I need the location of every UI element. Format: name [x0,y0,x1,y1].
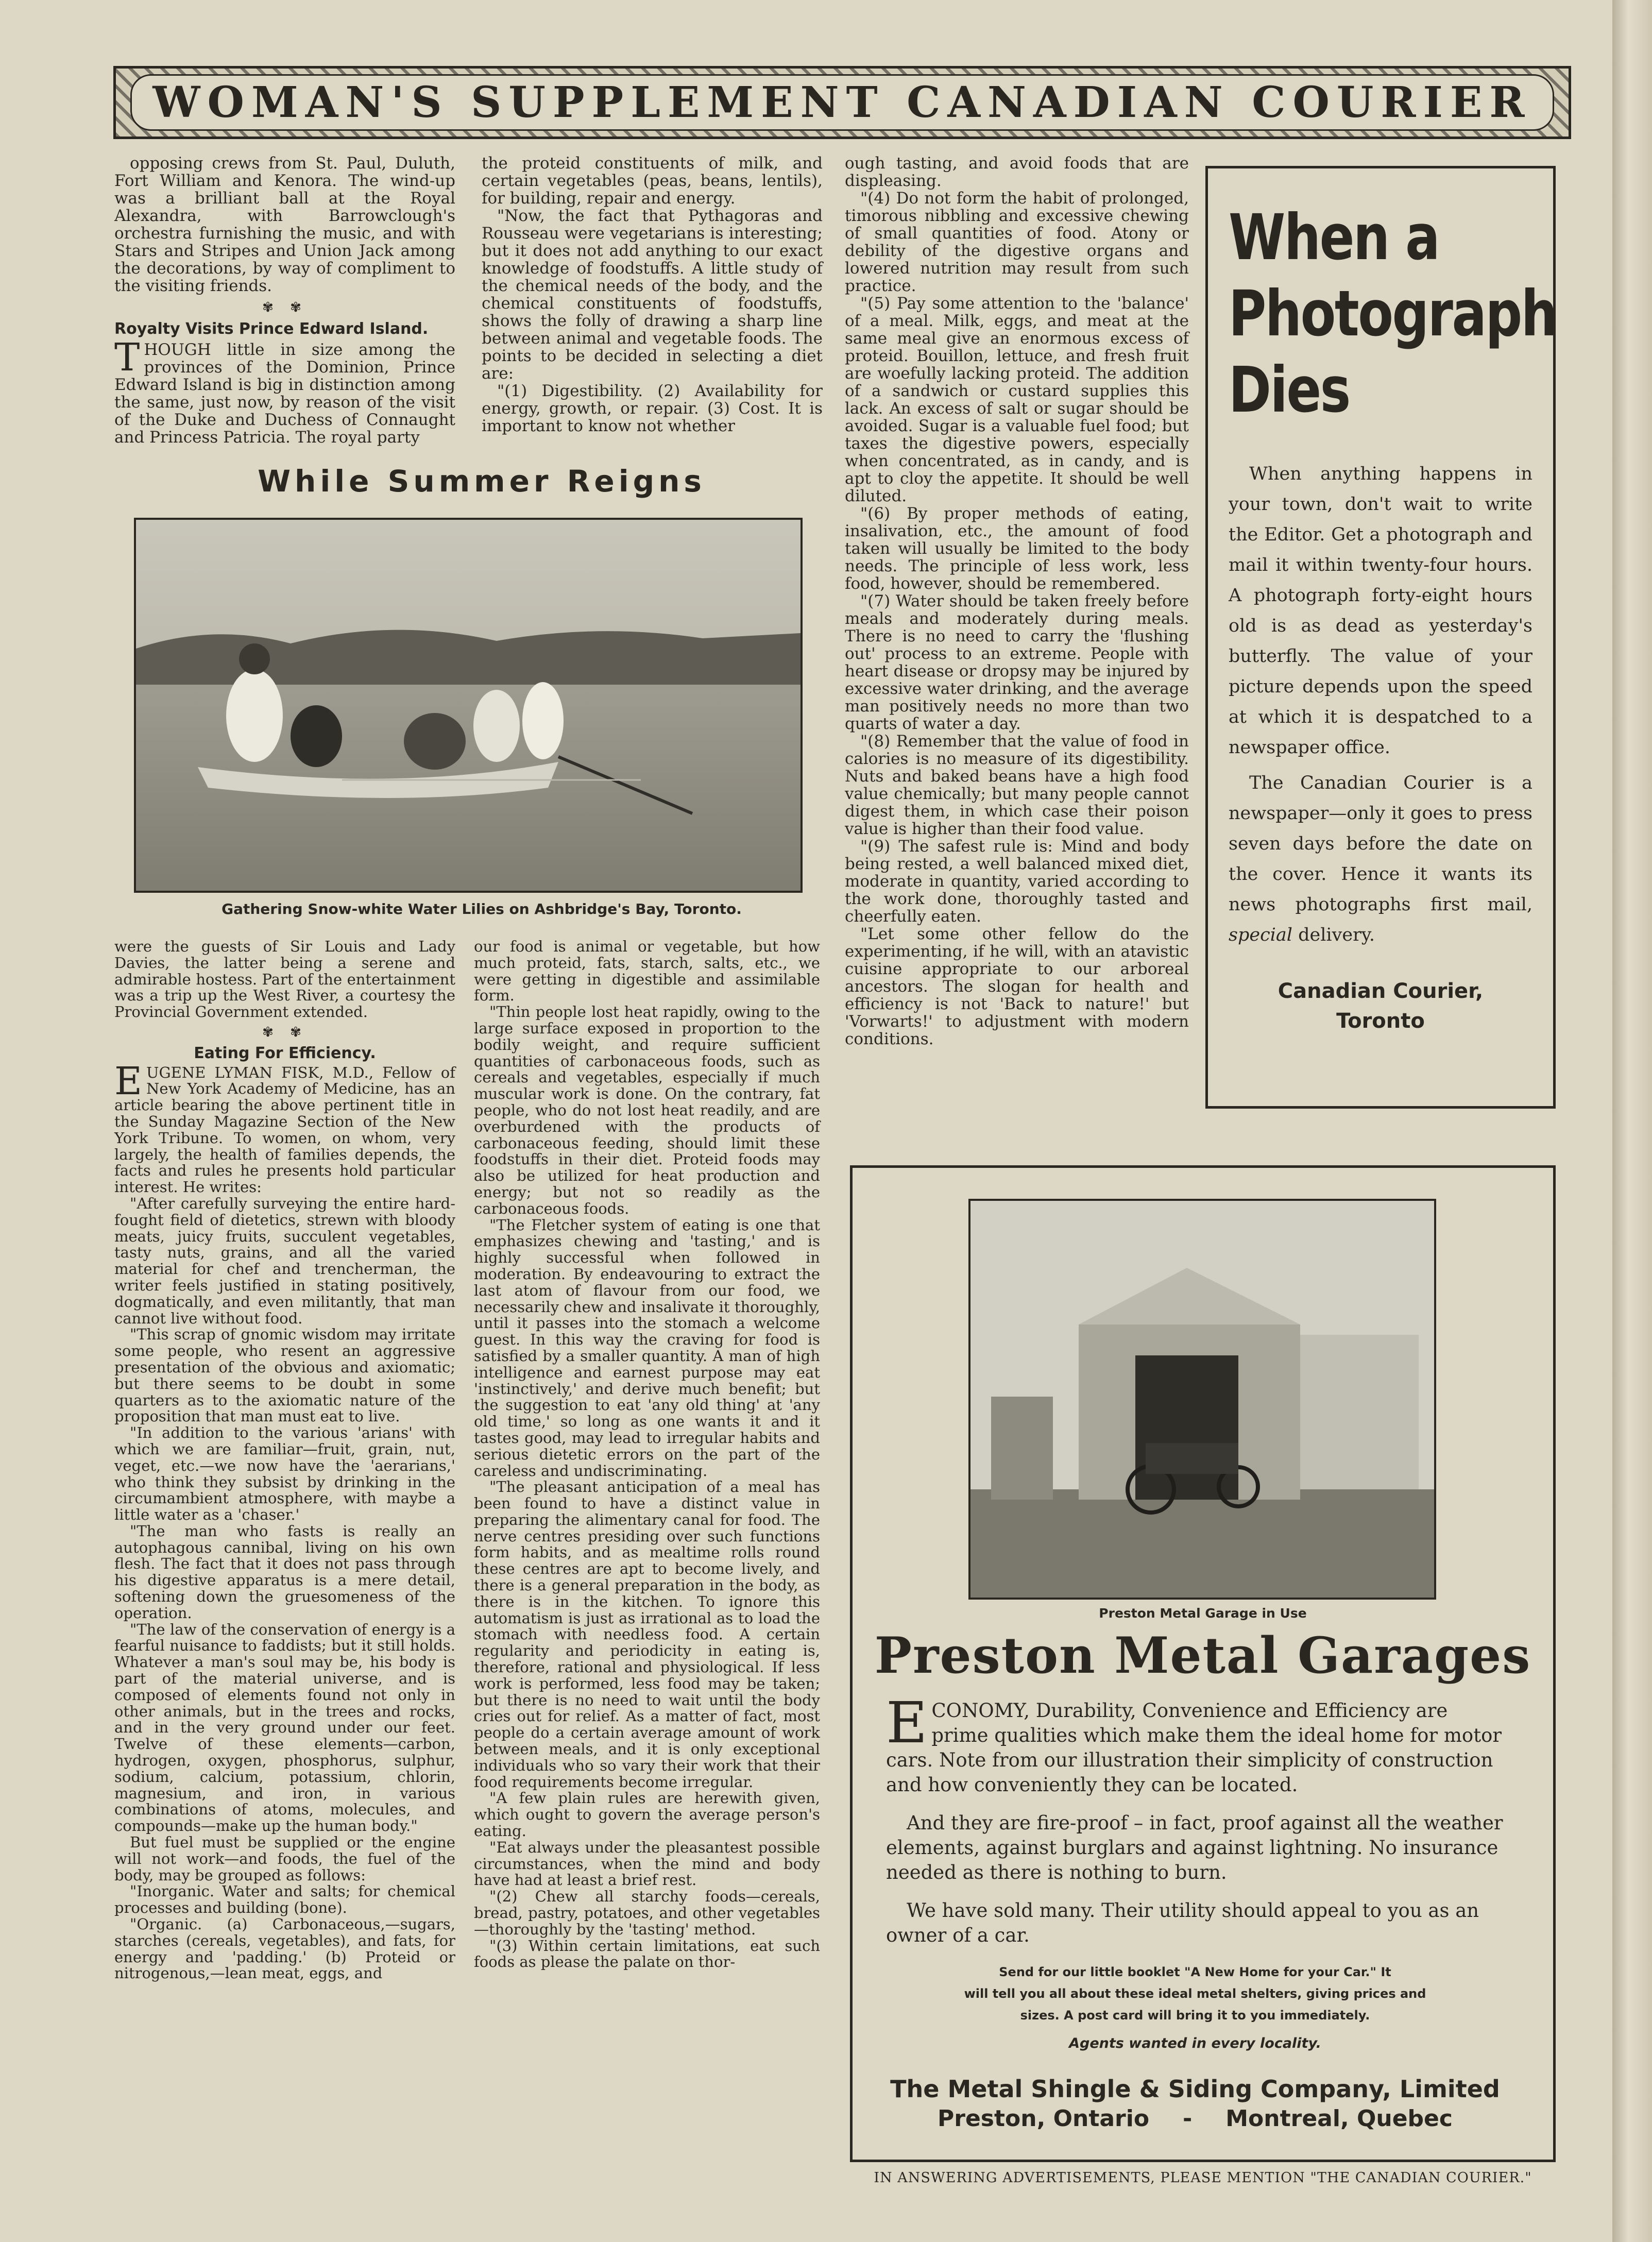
column-3 [845,155,1189,1048]
paragraph: "Eat always under the pleasantest possible circumstances, when the mind and body have had at least a brief rest. [474,1838,820,1889]
paragraph: ECONOMY, Durability, Convenience and Efficiency are prime qualities which make them the ideal home for motor cars. Note from our illustration their simplicity of construction and how conveniently they can be located. [886,1690,1502,1796]
paragraph: "A few plain rules are herewith given, which ought to govern the average person's eating. [474,1789,820,1840]
paragraph: "The pleasant anticipation of a meal has been found to have a distinct value in preparing the alimentary canal for food. The nerve centres presiding over such functions form habits, and as mealtime rolls round these centres are apt to become lively, and there is a general preparation in the body, as there is in the kitchen. To ignore this automatism is just as irrational as to load the stomach with needless food. A certain regularity and periodicity in eating is, therefore, rational and physiological. If less work is performed, less food may be taken; but there is no need to wait until the body cries out for relief. As a matter of fact, most people do a certain average amount of work between meals, and it is only exceptional individuals who so vary their work that their food requirements become irregular. [474,1478,820,1791]
lilies-photo [134,518,803,893]
column-2-bottom [474,939,820,1971]
paragraph: "In addition to the various 'arians' with which we are familiar—fruit, grain, nut, veget, etc.—we now have the 'aerarians,' who think they subsist by drinking in the circumambient atmosphere, with maybe a little water as a 'chaser.' [114,1424,455,1524]
company-name: The Metal Shingle & Siding Company, Limited [890,2075,1500,2103]
paragraph: "The Fletcher system of eating is one that emphasizes chewing and 'tasting,' and is highly successful when followed in moderation. By endeavouring to extract the last atom of flavour from our food, we necessarily chew and insalivate it thoroughly, until it passes into the stomach a welcome guest. In this way the craving for food is satisfied by a smaller quantity. A man of high intelligence and earnest purpose may eat 'instinctively,' and derive much benefit; but the suggestion to eat 'any old thing' at 'any old time,' so long as one wants it and it tastes good, may lead to irregular habits and serious dietetic errors on the part of the careless and undiscriminating. [474,1216,820,1480]
company-cities: Preston, Ontario - Montreal, Quebec [938,2105,1453,2132]
paragraph: "Now, the fact that Pythagoras and Rousseau were vegetarians is interesting; but it does not add anything to our exact knowledge of foodstuffs. A little study of the chemical needs of the body, and the chemical constituents of foodstuffs, shows the folly of drawing a sharp line between animal and vegetable foods. The points to be decided in selecting a diet are: [482,207,823,383]
paragraph: "Inorganic. Water and salts; for chemical processes and building (bone). [114,1882,455,1917]
paragraph: THOUGH little in size among the provinces of the Dominion, Prince Edward Island is big in distinction among the same, just now, by reason of the visit of the Duke and Duchess of Connaught and Princess Patricia. The royal party [114,335,455,447]
page-edge [1612,0,1652,2242]
photograph-ad-title: When a Photograph Dies [1229,201,1557,427]
drop-cap: E [114,1059,143,1103]
paragraph: But fuel must be supplied or the engine will not work—and foods, the fuel of the body, may be grouped as follows: [114,1833,455,1884]
paragraph: When anything happens in your town, don't wait to write the Editor. Get a photograph and mail it within twenty-four hours. A photograph forty-eight hours old is as dead as yesterday's butterfly. The value of your picture depends upon the speed at which it is despatched to a newspaper office. [1229,464,1532,758]
column-1-bottom [114,939,455,1982]
masthead-title: WOMAN'S SUPPLEMENT CANADIAN COURIER [130,74,1554,131]
heading-efficiency: Eating For Efficiency. [194,1044,376,1062]
column-2-top [482,155,823,435]
paragraph: our food is animal or vegetable, but how much proteid, fats, starch, salts, etc., we were getting in digestible and assimilable form. [474,938,820,1005]
agents-wanted: Agents wanted in every locality. [1069,2035,1321,2051]
drop-cap: T [114,335,140,380]
heading-royalty: Royalty Visits Prince Edward Island. [114,320,429,338]
garage-photo [968,1199,1436,1600]
paragraph: "(6) By proper methods of eating, insalivation, etc., the amount of food taken will usually be limited to the body needs. The principle of less work, less food, however, should be remembered. [845,504,1189,593]
paragraph: And they are fire-proof – in fact, proof against all the weather elements, against burglars and against lightning. No insurance needed as there is nothing to burn. [886,1812,1503,1883]
paragraph: "(2) Chew all starchy foods—cereals, bread, pastry, potatoes, and other vegetables—thoroughly by the 'tasting' method. [474,1888,820,1938]
paragraph: "The law of the conservation of energy is a fearful nuisance to faddists; but it still holds. Whatever a man's soul may be, his body is part of the material universe, and is composed of elements found not only in other animals, but in the trees and rocks, and in the very ground under our feet. Twelve of these elements—carbon, hydrogen, oxygen, phosphorus, sulphur, sodium, calcium, potassium, chlorin, magnesium, and iron, in various combinations of atoms, molecules, and compounds—make up the human body." [114,1620,455,1835]
paragraph: "(3) Within certain limitations, eat such foods as please the palate on thor- [474,1937,820,1971]
paragraph: ough tasting, and avoid foods that are displeasing. [845,154,1189,190]
paragraph: "After carefully surveying the entire hard-fought field of dietetics, strewn with bloody meats, juicy fruits, succulent vegetables, tasty nuts, grains, and all the varied material for chef and trencherman, the writer feels justified in stating positively, dogmatically, and even militantly, that man cannot live without food. [114,1194,455,1327]
photograph-ad [1205,166,1556,1109]
paragraph: "(4) Do not form the habit of prolonged, timorous nibbling and excessive chewing of small quantities of food. Atony or debility of the digestive organs and lowered nutrition may result from such practice. [845,189,1189,295]
paragraph: "Thin people lost heat rapidly, owing to the large surface exposed in proportion to the bodily weight, and require sufficient quantities of carbonaceous foods, such as cereals and vegetables, especially if much muscular work is done. On the contrary, fat people, who do not lost heat readily, and are overburdened with the products of carbonaceous feeding, should limit these foodstuffs in their diet. Proteid foods may also be utilized for heat production and energy; but not so readily as the carbonaceous foods. [474,1003,820,1217]
paragraph: "Let some other fellow do the experimenting, if he will, with an atavistic cuisine appropriate to our arboreal ancestors. The slogan for health and efficiency is not 'Back to nature!' but 'Vorwarts!' to adjustment with modern conditions. [845,925,1189,1048]
paragraph: "(1) Digestibility. (2) Availability for energy, growth, or repair. (3) Cost. It is important to know not whether [482,382,823,435]
paragraph: were the guests of Sir Louis and Lady Davies, the latter being a serene and admirable hostess. Part of the entertainment was a trip up the West River, a courtesy the Provincial Government extended. [114,938,455,1021]
paragraph: "Organic. (a) Carbonaceous,—sugars, starches (cereals, vegetables), and fats, for energy and 'padding.' (b) Proteid or nitrogenous,—lean meat, eggs, and [114,1915,455,1982]
booklet-offer: Send for our little booklet "A New Home for your Car." It will tell you all about these ideal metal shelters, giving prices and sizes. A post card will bring it to you immediately. [964,1965,1426,2023]
garage-ad-title: Preston Metal Garages [874,1626,1531,1685]
paragraph: "(5) Pay some attention to the 'balance' of a meal. Milk, eggs, and meat at the same meal give an enormous excess of proteid. Bouillon, lettuce, and fresh fruit are woefully lacking proteid. The addition of a sandwich or custard supplies this lack. An excess of salt or sugar should be avoided. Sugar is a valuable fuel food; but taxes the digestive powers, especially when concentrated, as in candy, and is apt to cloy the appetite. It should be well diluted. [845,294,1189,505]
column-1-top [114,155,455,446]
signature: Canadian Courier, Toronto [1278,979,1484,1033]
ornament-icon: ✾ ✾ [262,1024,308,1040]
paragraph: opposing crews from St. Paul, Duluth, Fort William and Kenora. The wind-up was a brilliant ball at the Royal Alexandra, with Barrowclough's orchestra furnishing the music, and with Stars and Stripes and Union Jack among the decorations, by way of compliment to the visiting friends. [114,154,455,295]
paragraph: the proteid constituents of milk, and certain vegetables (peas, beans, lentils), for building, repair and energy. [482,154,823,208]
ornament-icon: ✾ ✾ [262,300,308,315]
paragraph: We have sold many. Their utility should appeal to you as an owner of a car. [886,1899,1479,1946]
paragraph: "(8) Remember that the value of food in calories is no measure of its digestibility. Nuts and baked beans have a high food value chemically; but many people cannot digest them, in which case their poison value is higher than their food value. [845,732,1189,838]
paragraph: "(7) Water should be taken freely before meals and moderately during meals. There is no need to carry the 'flushing out' process to an extreme. People with heart disease or dropsy may be injured by excessive water drinking, and the average man positively needs no more than two quarts of water a day. [845,592,1189,733]
paragraph: EUGENE LYMAN FISK, M.D., Fellow of New York Academy of Medicine, has an article bearing the above pertinent title in the Sunday Magazine Section of the New York Tribune. To women, on whom, very largely, the health of families depends, the facts and rules he presents hold particular interest. He writes: [114,1059,455,1196]
drop-cap: E [886,1690,928,1756]
paragraph: "The man who fasts is really an autophagous cannibal, living on his own flesh. The fact that it does not pass through his digestive apparatus is a mere detail, softening down the gruesomeness of the operation. [114,1522,455,1622]
paragraph: "(9) The safest rule is: Mind and body being rested, a well balanced mixed diet, moderate in quantity, varied according to the work done, thoroughly tasted and cheerfully eaten. [845,837,1189,926]
paragraph: The Canadian Courier is a newspaper—only it goes to press seven days before the date on the cover. Hence it wants its news photographs first mail, special delivery. [1229,773,1532,945]
feature-caption: Gathering Snow-white Water Lilies on Ashbridge's Bay, Toronto. [222,901,742,918]
garage-ad [850,1165,1556,2162]
garage-photo-caption: Preston Metal Garage in Use [1099,1606,1307,1621]
garage-ad-body [886,1690,1504,2132]
page-footer: IN ANSWERING ADVERTISEMENTS, PLEASE MENTION "THE CANADIAN COURIER." [874,2170,1532,2186]
paragraph: "This scrap of gnomic wisdom may irritate some people, who resent an aggressive presentation of the obvious and axiomatic; but there seems to be doubt in some quarters as to the axiomatic nature of the proposition that man must eat to live. [114,1326,455,1425]
feature-title: While Summer Reigns [258,464,706,499]
masthead [113,66,1571,139]
